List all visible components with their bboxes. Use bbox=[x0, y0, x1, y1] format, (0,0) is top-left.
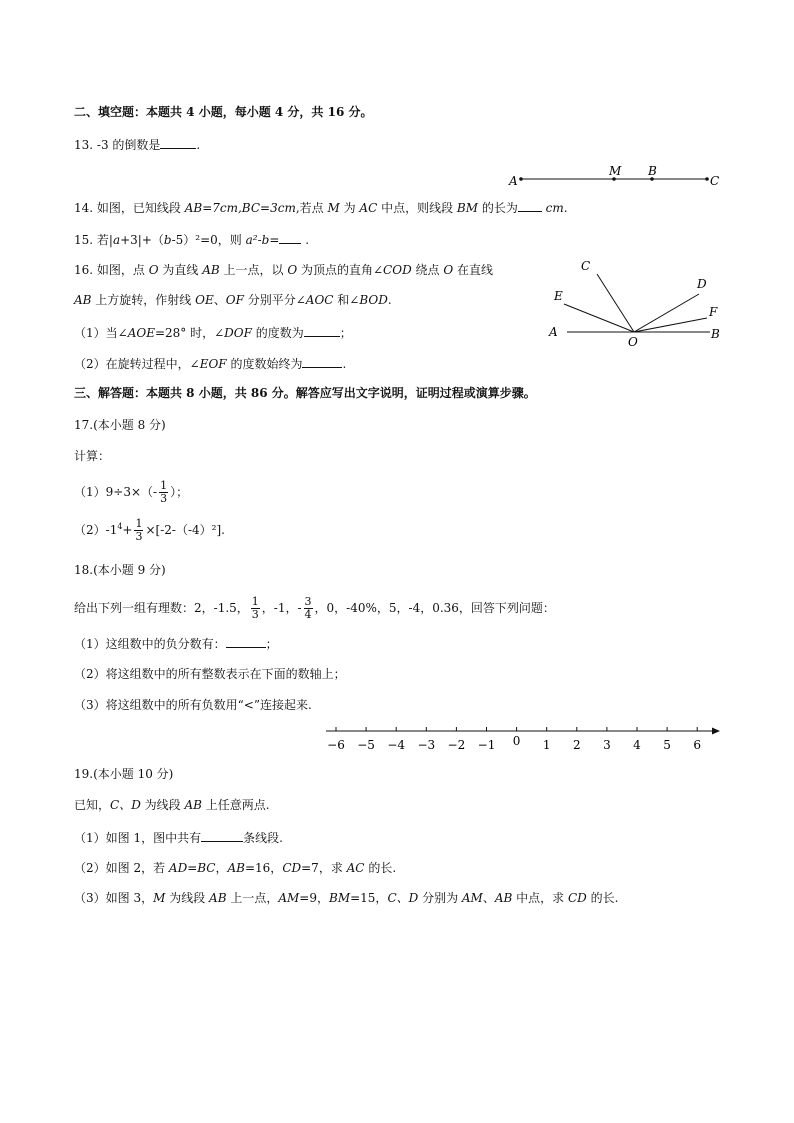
axis-tick-label: 3 bbox=[603, 738, 611, 752]
q15: 15. 若|a+3|+（b-5）²=0，则 a²-b= . bbox=[74, 233, 310, 247]
axis-tick-label: −6 bbox=[327, 738, 345, 752]
label-B: B bbox=[711, 327, 720, 341]
axis-tick-label: 2 bbox=[572, 738, 581, 752]
answer-blank[interactable] bbox=[201, 829, 243, 842]
label-B: B bbox=[648, 164, 657, 178]
q17-title: 17.(本小题 8 分) bbox=[74, 418, 166, 432]
answer-blank[interactable] bbox=[518, 199, 542, 212]
label-D: D bbox=[697, 277, 707, 291]
section3-heading: 三、解答题：本题共 8 小题，共 86 分。解答应写出文字说明，证明过程或演算步骤。 bbox=[74, 386, 536, 400]
fraction: $\frac{1}{3}$ bbox=[251, 595, 259, 621]
figure-segment-amc bbox=[505, 160, 730, 190]
fraction: $\frac{3}{4}$ bbox=[304, 595, 312, 621]
axis-tick-label: −5 bbox=[357, 738, 375, 752]
axis-tick-label: −1 bbox=[477, 738, 496, 752]
answer-blank[interactable] bbox=[160, 136, 196, 149]
answer-blank[interactable] bbox=[226, 635, 266, 648]
section2-heading: 二、填空题：本题共 4 小题，每小题 4 分，共 16 分。 bbox=[74, 105, 373, 119]
answer-blank[interactable] bbox=[304, 324, 340, 337]
axis-tick-label: 5 bbox=[663, 738, 671, 752]
q18-sub3: （3）将这组数中的所有负数用“<”连接起来. bbox=[74, 698, 312, 712]
answer-blank[interactable] bbox=[279, 231, 301, 244]
axis-tick-label: −4 bbox=[387, 738, 406, 752]
answer-blank[interactable] bbox=[302, 355, 342, 368]
label-O: O bbox=[628, 335, 638, 349]
q19-title: 19.(本小题 10 分) bbox=[74, 767, 174, 781]
label-A: A bbox=[509, 174, 518, 188]
q18-given: 给出下列一组有理数：2，-1.5， $\frac{1}{3}$ ，-1，- $\frac{3}{4}$ ，0，-40%，5，-4，0.36，回答下列问题： bbox=[74, 595, 555, 621]
q17-sub1: （1）9÷3×（- $\frac{1}{3}$ ）； bbox=[74, 479, 189, 505]
label-E: E bbox=[554, 289, 563, 303]
fraction: $\frac{1}{3}$ bbox=[160, 479, 168, 505]
q19-given: 已知，C、D 为线段 AB 上任意两点. bbox=[74, 798, 270, 812]
q17-intro: 计算： bbox=[74, 449, 111, 463]
q19-sub1: （1）如图 1，图中共有 条线段. bbox=[74, 831, 283, 845]
number-line bbox=[322, 718, 726, 758]
axis-tick-label: 1 bbox=[542, 738, 551, 752]
q17-sub2: $(2)-1^4+$ $\frac{1}{3}$ ×[-2-（-4）²]. bbox=[74, 517, 225, 543]
axis-tick-label: 4 bbox=[633, 738, 641, 752]
axis-arrow bbox=[712, 728, 720, 735]
q16-sub2: （2）在旋转过程中，∠EOF 的度数始终为 . bbox=[74, 357, 347, 371]
axis-tick-label: 6 bbox=[693, 738, 702, 752]
q19-sub2: （2）如图 2，若 AD=BC，AB=16，CD=7，求 AC 的长. bbox=[74, 861, 397, 875]
q18-title: 18.(本小题 9 分) bbox=[74, 563, 166, 577]
axis-tick-label: 0 bbox=[512, 734, 521, 748]
label-A: A bbox=[549, 325, 558, 339]
label-F: F bbox=[709, 305, 718, 319]
q16-line1: 16. 如图，点 O 为直线 AB 上一点，以 O 为顶点的直角∠COD 绕点 O 在直线 bbox=[74, 263, 493, 277]
q18-sub2: （2）将这组数中的所有整数表示在下面的数轴上； bbox=[74, 667, 346, 681]
label-C: C bbox=[710, 174, 720, 188]
label-M: M bbox=[609, 164, 622, 178]
label-C: C bbox=[581, 259, 591, 273]
q13: 13. -3 的倒数是 . bbox=[74, 138, 201, 152]
fraction: $\frac{1}{3}$ bbox=[135, 517, 143, 543]
figure-angles bbox=[540, 252, 730, 352]
q18-sub1: （1）这组数中的负分数有： ； bbox=[74, 637, 278, 651]
q19-sub3: （3）如图 3，M 为线段 AB 上一点，AM=9，BM=15，C、D 分别为 AM、AB 中点，求 CD 的长. bbox=[74, 891, 619, 905]
q16-line2: AB 上方旋转，作射线 OE、OF 分别平分∠AOC 和∠BOD. bbox=[74, 293, 392, 307]
axis-tick-label: −3 bbox=[417, 738, 436, 752]
q14: 14. 如图，已知线段 AB=7cm,BC=3cm,若点 M 为 AC 中点，则线段 BM 的长为 cm. bbox=[74, 201, 568, 215]
q16-sub1: （1）当∠AOE=28° 时，∠DOF 的度数为 ； bbox=[74, 326, 352, 340]
axis-tick-label: −2 bbox=[447, 738, 466, 752]
